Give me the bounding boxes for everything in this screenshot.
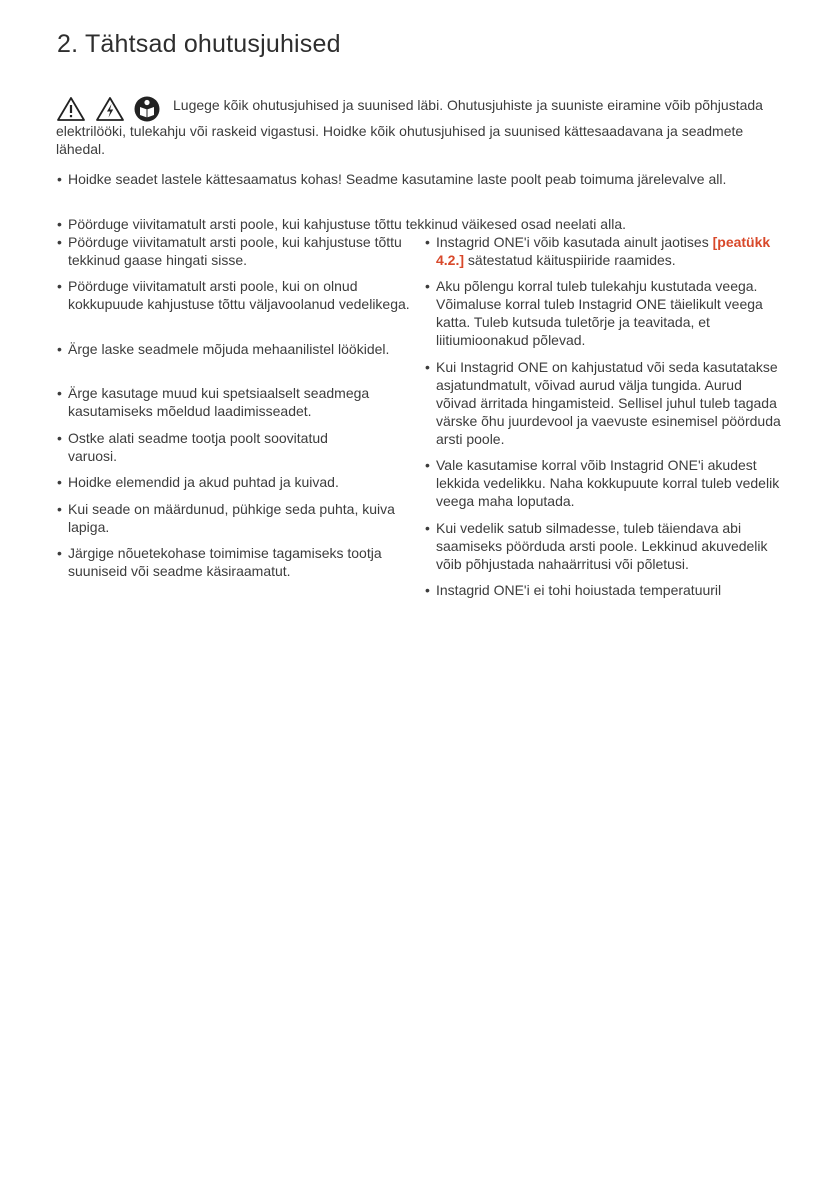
list-item: • Aku põlengu korral tuleb tulekahju kustutada veega. Võimaluse korral tuleb Instagrid ONE täielikult veega katta. Tuleb kutsuda tuletõrje ja teavitada, et liitiumioonakud põlevad. <box>436 277 781 349</box>
list-item: • Ärge kasutage muud kui spetsiaalselt seadmega kasutamiseks mõeldud laadimisseadet. <box>68 384 413 420</box>
list-item: • Pöörduge viivitamatult arsti poole, kui on olnud kokkupuude kahjustuse tõttu väljavoolanud vedelikega. <box>68 277 413 313</box>
list-item: • Kui Instagrid ONE on kahjustatud või seda kasutatakse asjatundmatult, võivad aurud välja tungida. Aurud võivad ärritada hingamisteid. Sellisel juhul tuleb tagada värske õhu juurdevool ja vaevuste esinemisel pöörduda arsti poole. <box>436 358 781 448</box>
intro-text: Lugege kõik ohutusjuhised ja suunised läbi. Ohutusjuhiste ja suuniste eiramine võib põhjustada elektrilööki, tulekahju või raskeid vigastusi. Hoidke kõik ohutusjuhised ja suunised kättesaadavana ja seadmete lähedal. <box>56 97 763 158</box>
list-item: • Ostke alati seadme tootja poolt soovitatud varuosi. <box>68 429 368 465</box>
intro-paragraph <box>56 96 786 158</box>
item-text: Instagrid ONE'i võib kasutada ainult jaotises <box>436 234 709 250</box>
list-item <box>436 233 786 269</box>
list-item: • Hoidke elemendid ja akud puhtad ja kuivad. <box>68 473 413 491</box>
list-item: • Instagrid ONE'i ei tohi hoiustada temperatuuril <box>436 581 781 599</box>
list-item: • Ärge laske seadmele mõjuda mehaanilistel löökidel. <box>68 340 413 358</box>
safety-icons <box>56 96 169 122</box>
list-item: • Järgige nõuetekohase toimimise tagamiseks tootja suuniseid või seadme käsiraamatut. <box>68 544 413 580</box>
list-item: • Pöörduge viivitamatult arsti poole, kui kahjustuse tõttu tekkinud väikesed osad neelati alla. <box>68 215 788 233</box>
item-text: sätestatud käituspiiride raamides. <box>467 252 676 268</box>
list-item: • Vale kasutamise korral võib Instagrid ONE'i akudest lekkida vedelikku. Naha kokkupuute korral tuleb vedelik veega maha loputada. <box>436 456 781 510</box>
list-item: • Pöörduge viivitamatult arsti poole, kui kahjustuse tõttu tekkinud gaase hingati sisse. <box>68 233 413 269</box>
page-title: 2. Tähtsad ohutusjuhised <box>57 30 341 58</box>
list-item: • Kui seade on määrdunud, pühkige seda puhta, kuiva lapiga. <box>68 500 413 536</box>
list-item: • Kui vedelik satub silmadesse, tuleb täiendava abi saamiseks pöörduda arsti poole. Lekkinud akuvedelik võib põhjustada nahaärritusi või põletusi. <box>436 519 786 573</box>
electric-hazard-icon <box>95 96 125 122</box>
chapter-link[interactable]: [peatükk 4.2.] <box>436 234 771 268</box>
list-item: • Hoidke seadet lastele kättesaamatus kohas! Seadme kasutamine laste poolt peab toimuma järelevalve all. <box>68 170 768 188</box>
read-manual-icon <box>134 96 160 122</box>
warning-icon <box>56 96 86 122</box>
